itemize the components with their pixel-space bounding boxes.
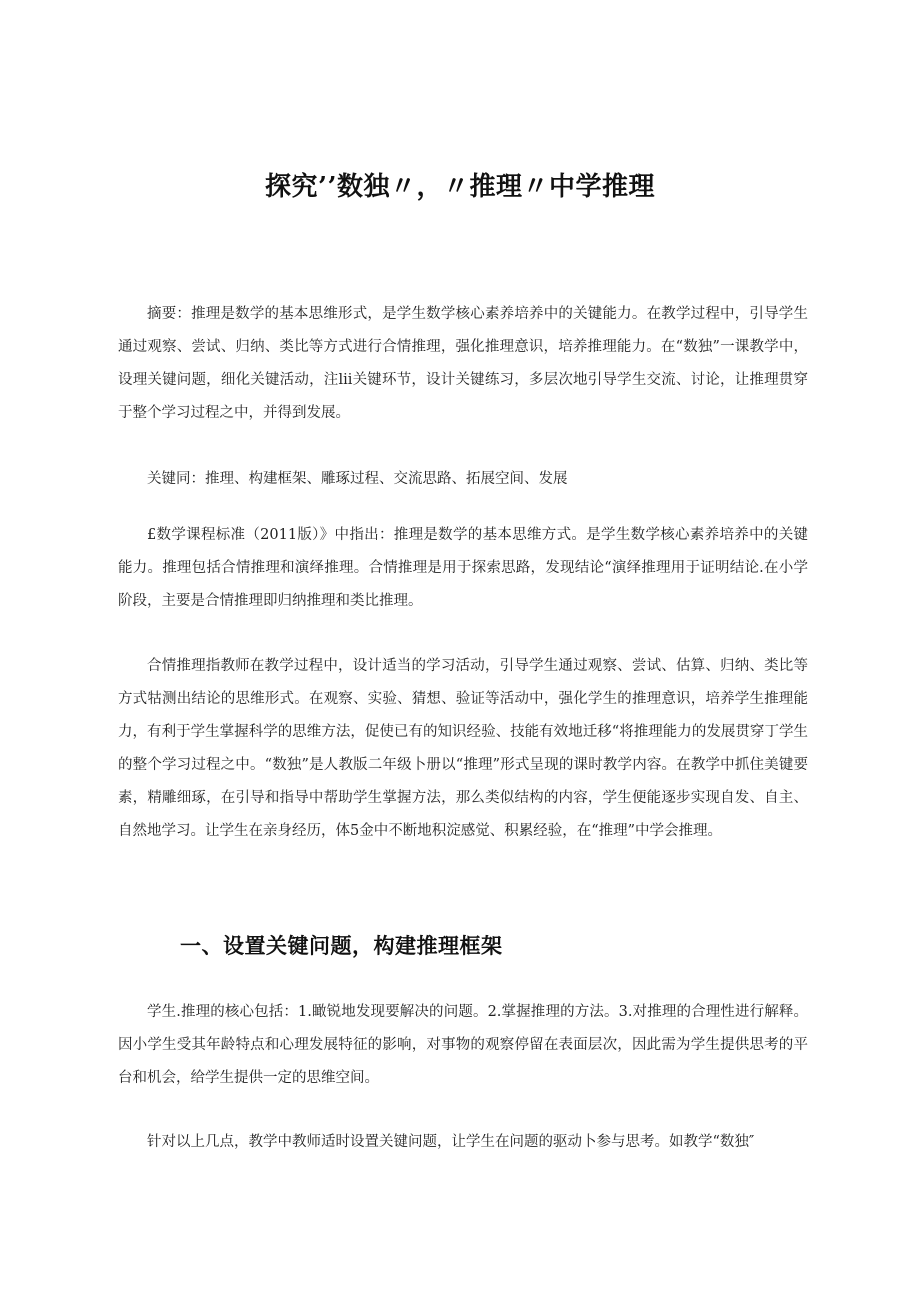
body-block-4 (118, 1126, 808, 1159)
abstract-block (118, 298, 808, 430)
body-block-2 (118, 650, 808, 848)
body-block-1 (118, 519, 808, 618)
keywords-block (118, 463, 808, 496)
abstract-paragraph: 摘要：推理是数学的基本思维形式，是学生数学核心素养培养中的关键能力。在教学过程中，引导学生通过观察、尝试、归纳、类比等方式进行合情推理，强化推理意识，培养推理能力。在“数独”一课教学中，设理关键问题，细化关键活动，注lii关键环节，设计关键练习，多层次地引导学生交流、讨论，让推理贯穿于整个学习过程之中，并得到发展。 (118, 306, 808, 421)
body-paragraph-1: £数学课程标准（2011版）》中指出：推理是数学的基本思维方式。是学生数学核心素养培养中的关键能力。推理包括合情推理和演绎推理。合情推理是用于探索思路，发现结论“演绎推理用于证明结论.在小学阶段，主要是合情推理即归纳推理和类比推理。 (118, 527, 808, 609)
body-paragraph-2: 合情推理指教师在教学过程中，设计适当的学习活动，引导学生通过观察、尝试、估算、归纳、类比等方式牯测出结论的思维形式。在观察、实验、猜想、验证等活动中，强化学生的推理意识，培养学生推理能力，有利于学生掌握科学的思维方法，促使已有的知识经验、技能有效地迁移“将推理能力的发展贯穿丁学生的整个学习过程之中。“数独”是人教版二年级卜册以“推理”形式呈现的课时教学内容。在教学中抓住美键要素，精雕细琢，在引导和指导中帮助学生掌握方法，那么类似结构的内容，学生便能逐步实现自发、自主、自然地学习。让学生在亲身经历，体5金中不断地积淀感觉、积累经验，在“推理”中学会推理。 (118, 658, 808, 839)
keywords-paragraph: 关键同：推理、构建框架、雕琢过程、交流思路、拓展空间、发展 (147, 471, 568, 487)
body-paragraph-3: 学生.推理的核心包括：1.瞰锐地发现要解决的问题。2.掌握推理的方法。3.对推理的合理性进行解释。因小学生受其年龄特点和心理发展特征的影响，对事物的观察停留在表面层次，因此需为学生提供思考的平台和机会，给学生提供一定的思维空间。 (118, 1004, 808, 1086)
body-paragraph-4: 针对以上几点，教学中教师适时设置关键问题，让学生在问题的驱动卜参与思考。如教学“数独″ (147, 1134, 755, 1150)
body-block-3 (118, 996, 808, 1095)
document-title: 探究’’数独〃，〃推理〃中学推理 (264, 172, 656, 202)
section-heading: 一、设置关键问题，构建推理框架 (180, 933, 503, 958)
